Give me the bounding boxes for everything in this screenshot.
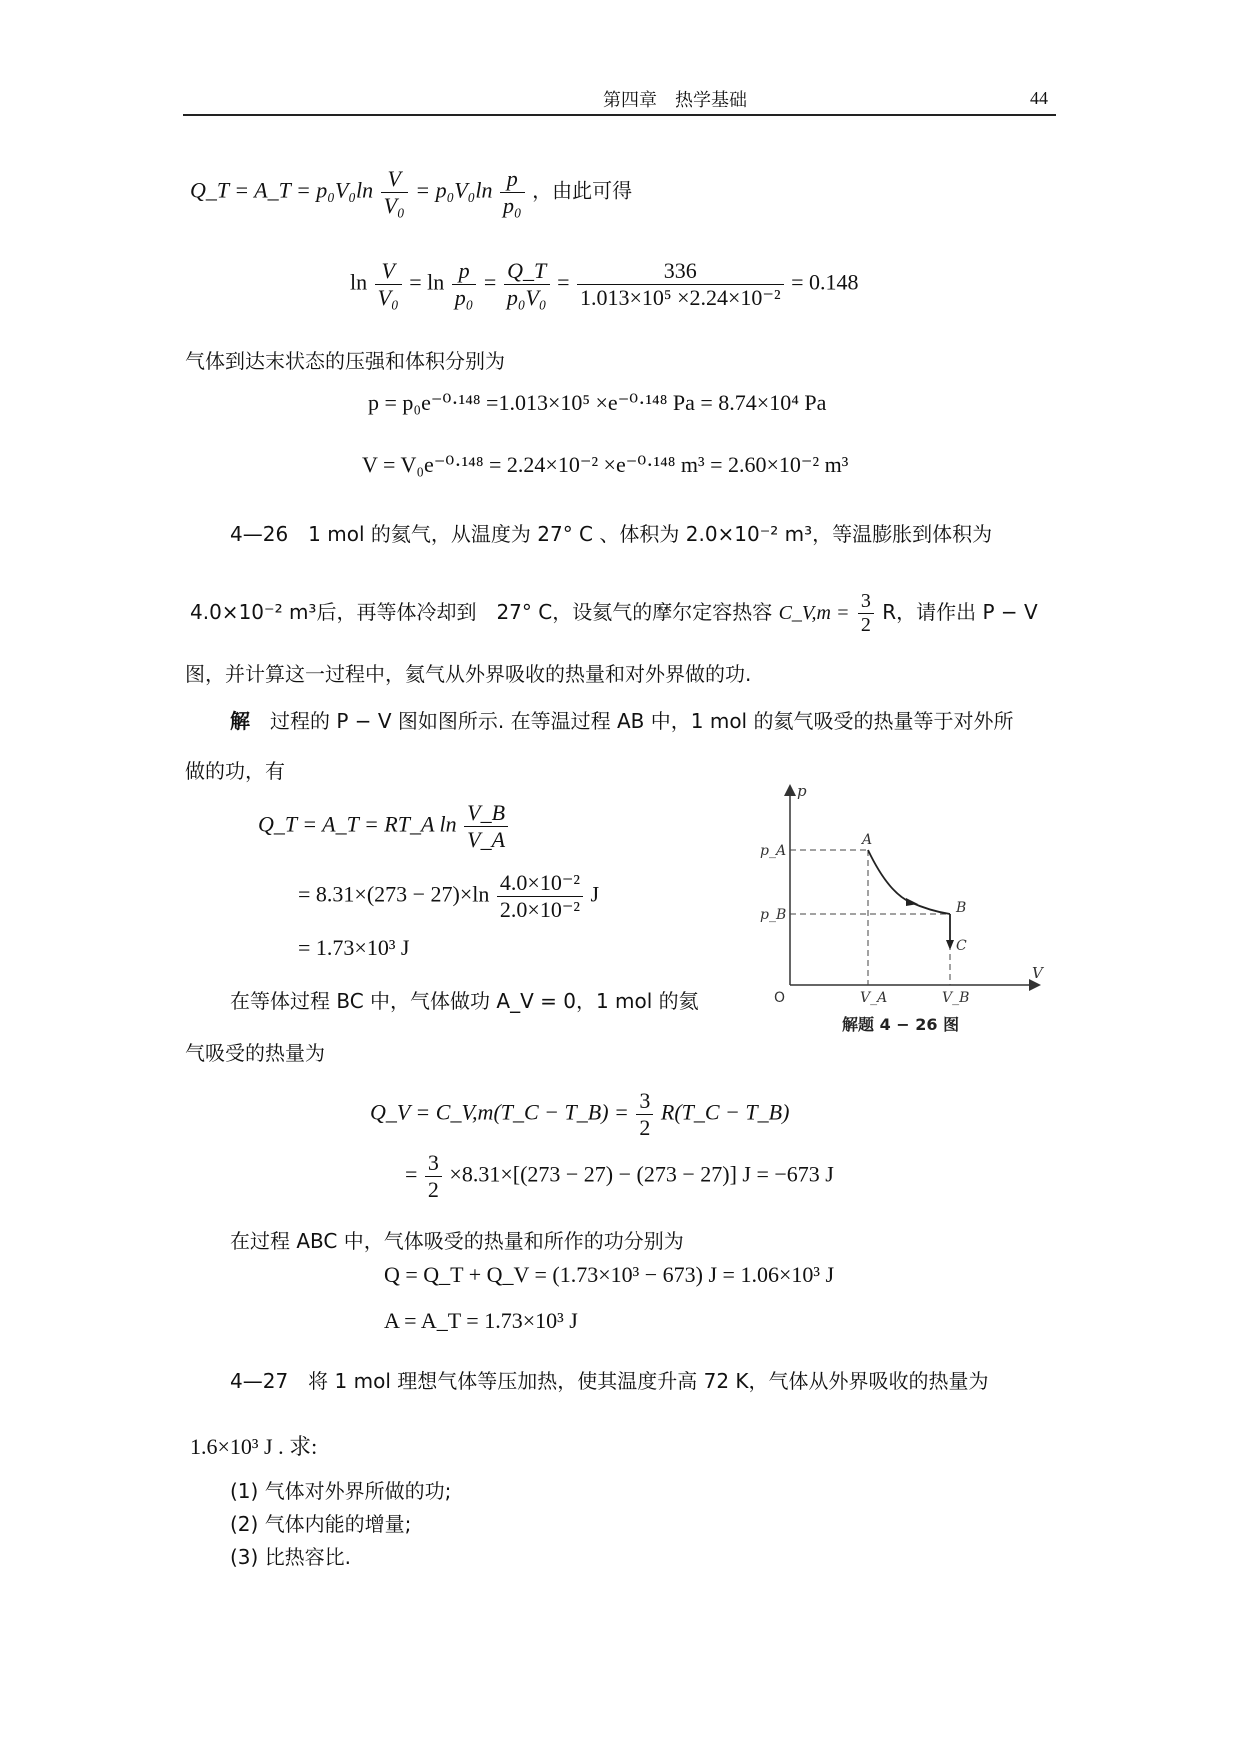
origin-label: O: [774, 990, 786, 1006]
point-C-label: C: [956, 938, 967, 954]
abc-intro: 在过程 ABC 中，气体吸受的热量和所作的功分别为: [230, 1229, 684, 1253]
qt-equation-1: Q_T = A_T = RT_A ln $\frac{V\_B}{V\_A}$: [258, 800, 510, 853]
axis-v-label: V: [1032, 964, 1043, 982]
problem-4-27-line2: 1.6×10³ J . 求:: [190, 1434, 318, 1459]
chapter-title: 第四章 热学基础: [603, 90, 747, 111]
final-state-intro: 气体到达末状态的压强和体积分别为: [185, 349, 505, 373]
pB-label: p_B: [760, 907, 787, 923]
axis-p-label: p: [797, 782, 807, 800]
qv-equation-2: = $\frac{3}{2}$ ×8.31×[(273 − 27) − (273 − 27)] J = −673 J: [405, 1150, 834, 1202]
problem-4-27-item3: (3) 比热容比.: [230, 1545, 352, 1569]
equation-2: ln $\frac{V}{\text{V₀}}$ = ln $\frac{p}{\text{p₀}}$ = $\frac{Q\_T}{\text{p₀V₀}}$ = $\frac{336}{\text{1.013×10⁵ ×2.24×10⁻²}}$ = 0.148: [350, 258, 859, 310]
page-number: 44: [1030, 88, 1048, 108]
problem-4-26-line2: 4.0×10⁻² m³后，再等体冷却到 27° C，设氦气的摩尔定容热容 C_V,m = $\frac{3}{2}$ R，请作出 P − V: [190, 590, 1038, 636]
q-total-equation: Q = Q_T + Q_V = (1.73×10³ − 673) J = 1.06×10³ J: [384, 1262, 835, 1287]
figure-caption: 解题 4 − 26 图: [842, 1015, 960, 1034]
qt-equation-3: = 1.73×10³ J: [298, 935, 410, 960]
point-B-label: B: [956, 900, 967, 916]
problem-4-26-line3: 图，并计算这一过程中，氦气从外界吸收的热量和对外界做的功.: [185, 662, 752, 686]
a-total-equation: A = A_T = 1.73×10³ J: [384, 1308, 578, 1333]
equation-3: p = p₀e⁻⁰·¹⁴⁸ =1.013×10⁵ ×e⁻⁰·¹⁴⁸ Pa = 8.74×10⁴ Pa: [368, 390, 827, 415]
pA-label: p_A: [760, 843, 787, 859]
point-A-label: A: [862, 832, 873, 848]
problem-4-27-item1: (1) 气体对外界所做的功;: [230, 1479, 452, 1503]
solution-line1: 解 过程的 P − V 图如图所示. 在等温过程 AB 中，1 mol 的氦气吸受的热量等于对外所: [230, 709, 1014, 733]
problem-4-26-line1: 4—26 1 mol 的氦气，从温度为 27° C 、体积为 2.0×10⁻² m³，等温膨胀到体积为: [230, 522, 993, 546]
bc-line1: 在等体过程 BC 中，气体做功 A_V = 0，1 mol 的氦: [230, 989, 699, 1013]
header-rule: [183, 114, 1056, 116]
qt-equation-2: = 8.31×(273 − 27)×ln $\frac{\text{4.0×10⁻²}}{\text{2.0×10⁻²}}$ J: [298, 870, 600, 922]
bc-arrow: [946, 940, 954, 950]
equation-4: V = V₀e⁻⁰·¹⁴⁸ = 2.24×10⁻² ×e⁻⁰·¹⁴⁸ m³ = 2.60×10⁻² m³: [362, 452, 849, 477]
problem-4-27-item2: (2) 气体内能的增量;: [230, 1512, 412, 1536]
solution-line2: 做的功，有: [185, 759, 285, 783]
pv-diagram: [760, 780, 1050, 1040]
equation-1: Q_T = A_T = p₀V₀ln $\frac{V}{\text{V₀}}$ = p₀V₀ln $\frac{p}{\text{p₀}}$ ，由此可得: [190, 166, 633, 218]
problem-4-27-line1: 4—27 将 1 mol 理想气体等压加热，使其温度升高 72 K，气体从外界吸收的热量为: [230, 1369, 989, 1393]
bc-line2: 气吸受的热量为: [185, 1041, 325, 1065]
qv-equation-1: Q_V = C_V,m(T_C − T_B) = $\frac{3}{2}$ R(T_C − T_B): [370, 1088, 790, 1140]
VB-label: V_B: [942, 990, 970, 1006]
VA-label: V_A: [860, 990, 888, 1006]
